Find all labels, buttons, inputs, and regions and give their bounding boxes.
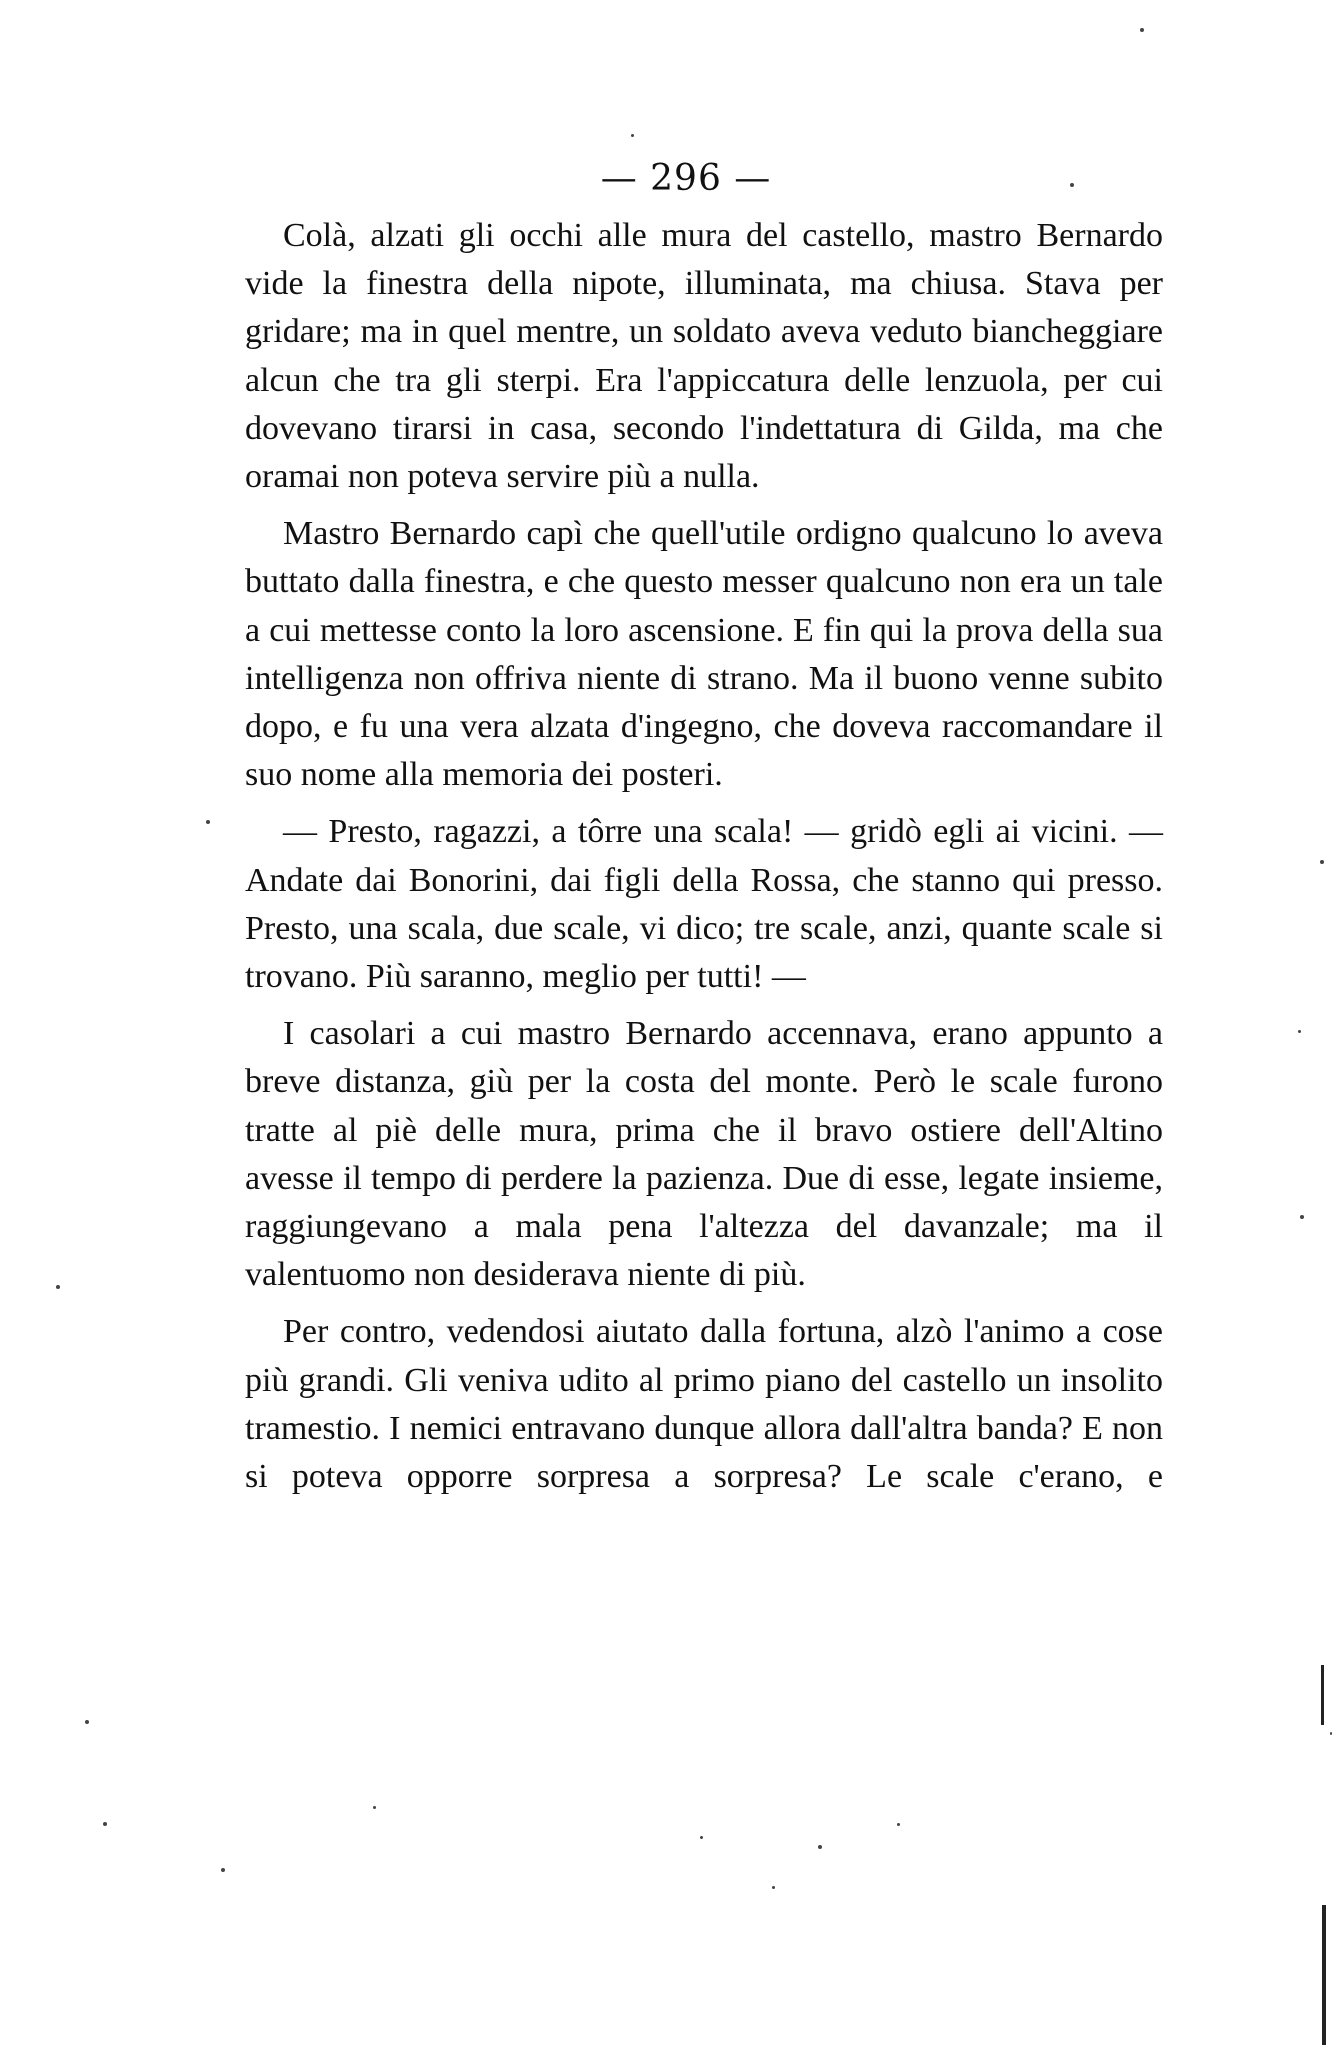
- paragraph-2: Mastro Bernardo capì che quell'utile ordigno qualcuno lo aveva buttato dalla finestra, e che questo messer qualcuno non era un tale a cui mettesse conto la loro ascensione. E fin qui la prova della sua intelligenza non offriva niente di strano. Ma il buono venne subito dopo, e fu una vera alzata d'ingegno, che doveva raccomandare il suo nome alla memoria dei posteri.: [245, 515, 1163, 794]
- scan-speck: [1140, 28, 1144, 32]
- scan-speck: [373, 1806, 376, 1809]
- scan-speck: [85, 1720, 89, 1724]
- scan-speck: [700, 1836, 703, 1839]
- scan-speck: [206, 820, 210, 824]
- scan-edge-line: [1321, 1665, 1324, 1725]
- scan-speck: [631, 134, 634, 137]
- paragraph-4: I casolari a cui mastro Bernardo accennava, erano appunto a breve distanza, giù per la costa del monte. Però le scale furono tratte al piè delle mura, prima che il bravo ostiere dell'Altino avesse il tempo di perdere la pazienza. Due di esse, legate insieme, raggiungevano a mala pena l'altezza del davanzale; ma il valentuomo non desiderava niente di più.: [245, 1015, 1163, 1294]
- scan-speck: [221, 1868, 225, 1872]
- page-number: — 296 —: [600, 158, 772, 199]
- scan-edge-line: [1322, 1905, 1326, 2045]
- scan-speck: [818, 1845, 822, 1849]
- scan-speck: [1070, 183, 1074, 187]
- scan-speck: [103, 1822, 107, 1826]
- scan-speck: [1300, 1215, 1304, 1219]
- scan-speck: [1320, 860, 1324, 864]
- scan-speck: [772, 1886, 775, 1889]
- paragraph-3: — Presto, ragazzi, a tôrre una scala! — gridò egli ai vicini. — Andate dai Bonorini, dai figli della Rossa, che stanno qui presso. Presto, una scala, due scale, vi dico; tre scale, anzi, quante scale si trovano. Più saranno, meglio per tutti! —: [245, 813, 1163, 996]
- scan-speck: [56, 1285, 60, 1289]
- paragraph-1: Colà, alzati gli occhi alle mura del castello, mastro Bernardo vide la finestra della nipote, illuminata, ma chiusa. Stava per gridare; ma in quel mentre, un soldato aveva veduto biancheggiare alcun che tra gli sterpi. Era l'appiccatura delle lenzuola, per cui dovevano tirarsi in casa, secondo l'indettatura di Gilda, ma che oramai non poteva servire più a nulla.: [245, 217, 1163, 496]
- text-body: [245, 212, 1163, 1510]
- scan-speck: [1298, 1030, 1301, 1033]
- paragraph-5: Per contro, vedendosi aiutato dalla fortuna, alzò l'animo a cose più grandi. Gli veniva udito al primo piano del castello un insolito tramestio. I nemici entravano dunque allora dall'altra banda? E non si poteva opporre sorpresa a sorpresa? Le scale c'erano, e: [245, 1313, 1163, 1496]
- scan-speck: [897, 1823, 900, 1826]
